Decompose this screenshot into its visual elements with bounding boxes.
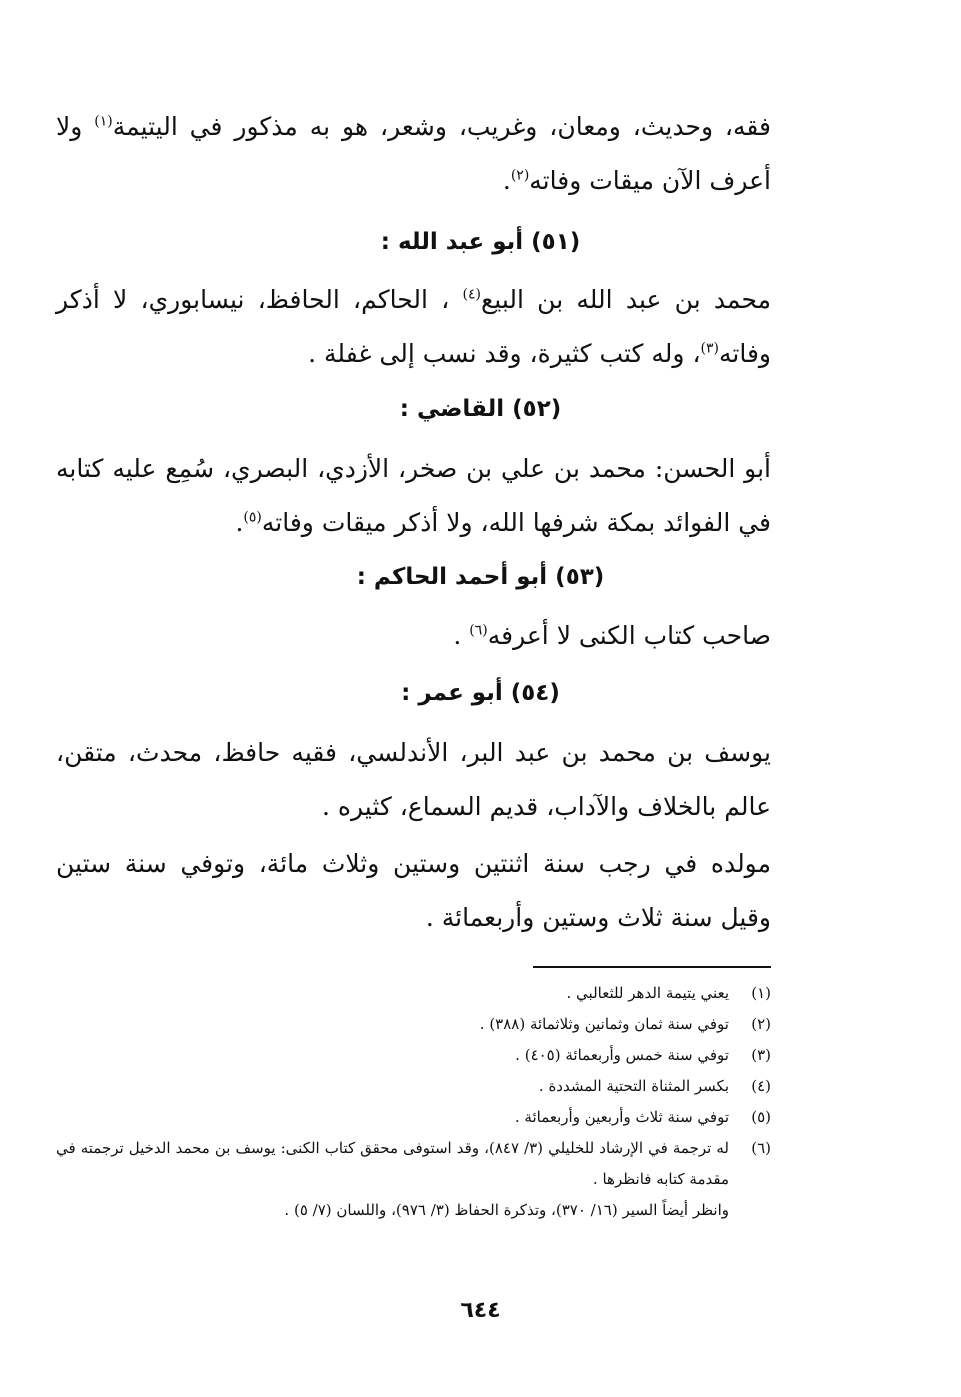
footnote-item — [56, 1071, 771, 1102]
footnote-label: (٥) — [751, 1108, 771, 1126]
paragraph-entry-51 — [56, 273, 771, 381]
paragraph-text: ولا أعرف الآن ميقات وفاته — [56, 112, 771, 195]
footnote-item — [56, 1040, 771, 1071]
footnote-label: (١) — [751, 984, 771, 1002]
footnote-item — [56, 1133, 771, 1195]
footnote-label: (٤) — [751, 1077, 771, 1095]
footnote-ref: (٦) — [469, 622, 488, 639]
paragraph-text: ، وله كتب كثيرة، وقد نسب إلى غفلة . — [308, 339, 701, 368]
footnote-ref: (٥) — [243, 509, 262, 526]
paragraph-text: أبو الحسن: محمد بن علي بن صخر، الأزدي، البصري، سُمِع عليه كتابه في الفوائد بمكة شرفها الله، ولا أذكر ميقات وفاته — [56, 454, 771, 537]
footnote-item — [56, 1102, 771, 1133]
footnote-text: توفي سنة ثلاث وأربعين وأربعمائة . — [514, 1108, 729, 1126]
paragraph-entry-54: يوسف بن محمد بن عبد البر، الأندلسي، فقيه حافظ، محدث، متقن، عالم بالخلاف والآداب، قديم السماع، كثيره . — [56, 738, 771, 821]
entry-heading-51: (٥١) أبو عبد الله : — [380, 229, 581, 255]
paragraph-text: فقه، وحديث، ومعان، وغريب، وشعر، هو به مذكور في اليتيمة — [112, 112, 771, 141]
paragraph-intro — [56, 100, 771, 208]
footnote-ref: (٣) — [700, 340, 719, 357]
footnote-text: له ترجمة في الإرشاد للخليلي (٣/ ٨٤٧)، وقد استوفى محقق كتاب الكنى: يوسف بن محمد الدخيل ترجمته في مقدمة كتابه فانظرها . — [56, 1139, 729, 1188]
footnote-item — [56, 978, 771, 1009]
footnote-continuation: وانظر أيضاً السير (١٦/ ٣٧٠)، وتذكرة الحفاظ (٣/ ٩٧٦)، واللسان (٧/ ٥) . — [284, 1201, 729, 1219]
footnote-text: توفي سنة ثمان وثمانين وثلاثمائة (٣٨٨) . — [479, 1015, 729, 1033]
footnote-text: بكسر المثناة التحتية المشددة . — [538, 1077, 729, 1095]
paragraph-entry-54-dates: مولده في رجب سنة اثنتين وستين وثلاث مائة، وتوفي سنة ستين وقيل سنة ثلاث وستين وأربعمائة . — [56, 849, 771, 932]
footnote-label: (٣) — [751, 1046, 771, 1064]
footnote-item — [56, 1009, 771, 1040]
footnote-text: يعني يتيمة الدهر للثعالبي . — [566, 984, 729, 1002]
footnote-ref: (١) — [94, 113, 113, 130]
page-number: ٦٤٤ — [460, 1298, 501, 1323]
paragraph-text: . — [502, 166, 511, 195]
paragraph-entry-52 — [56, 442, 771, 550]
entry-heading-54: (٥٤) أبو عمر : — [401, 680, 560, 706]
footnote-ref: (٤) — [462, 286, 481, 303]
footnotes-section — [56, 978, 771, 1226]
footnote-divider — [533, 966, 771, 968]
paragraph-entry-53 — [56, 609, 771, 663]
footnote-ref: (٢) — [510, 167, 530, 184]
paragraph-text: صاحب كتاب الكنى لا أعرفه — [487, 621, 771, 650]
paragraph-text: . — [453, 621, 470, 650]
paragraph-text: محمد بن عبد الله بن البيع — [480, 285, 771, 314]
entry-heading-52: (٥٢) القاضي : — [399, 396, 562, 422]
paragraph-text: ، الحاكم، الحافظ، نيسابوري، لا أذكر وفاته — [56, 285, 771, 368]
footnote-label: (٦) — [751, 1139, 771, 1157]
paragraph-text: . — [235, 508, 244, 537]
footnote-label: (٢) — [751, 1015, 771, 1033]
entry-heading-53: (٥٣) أبو أحمد الحاكم : — [356, 564, 605, 590]
footnote-text: توفي سنة خمس وأربعمائة (٤٠٥) . — [515, 1046, 729, 1064]
